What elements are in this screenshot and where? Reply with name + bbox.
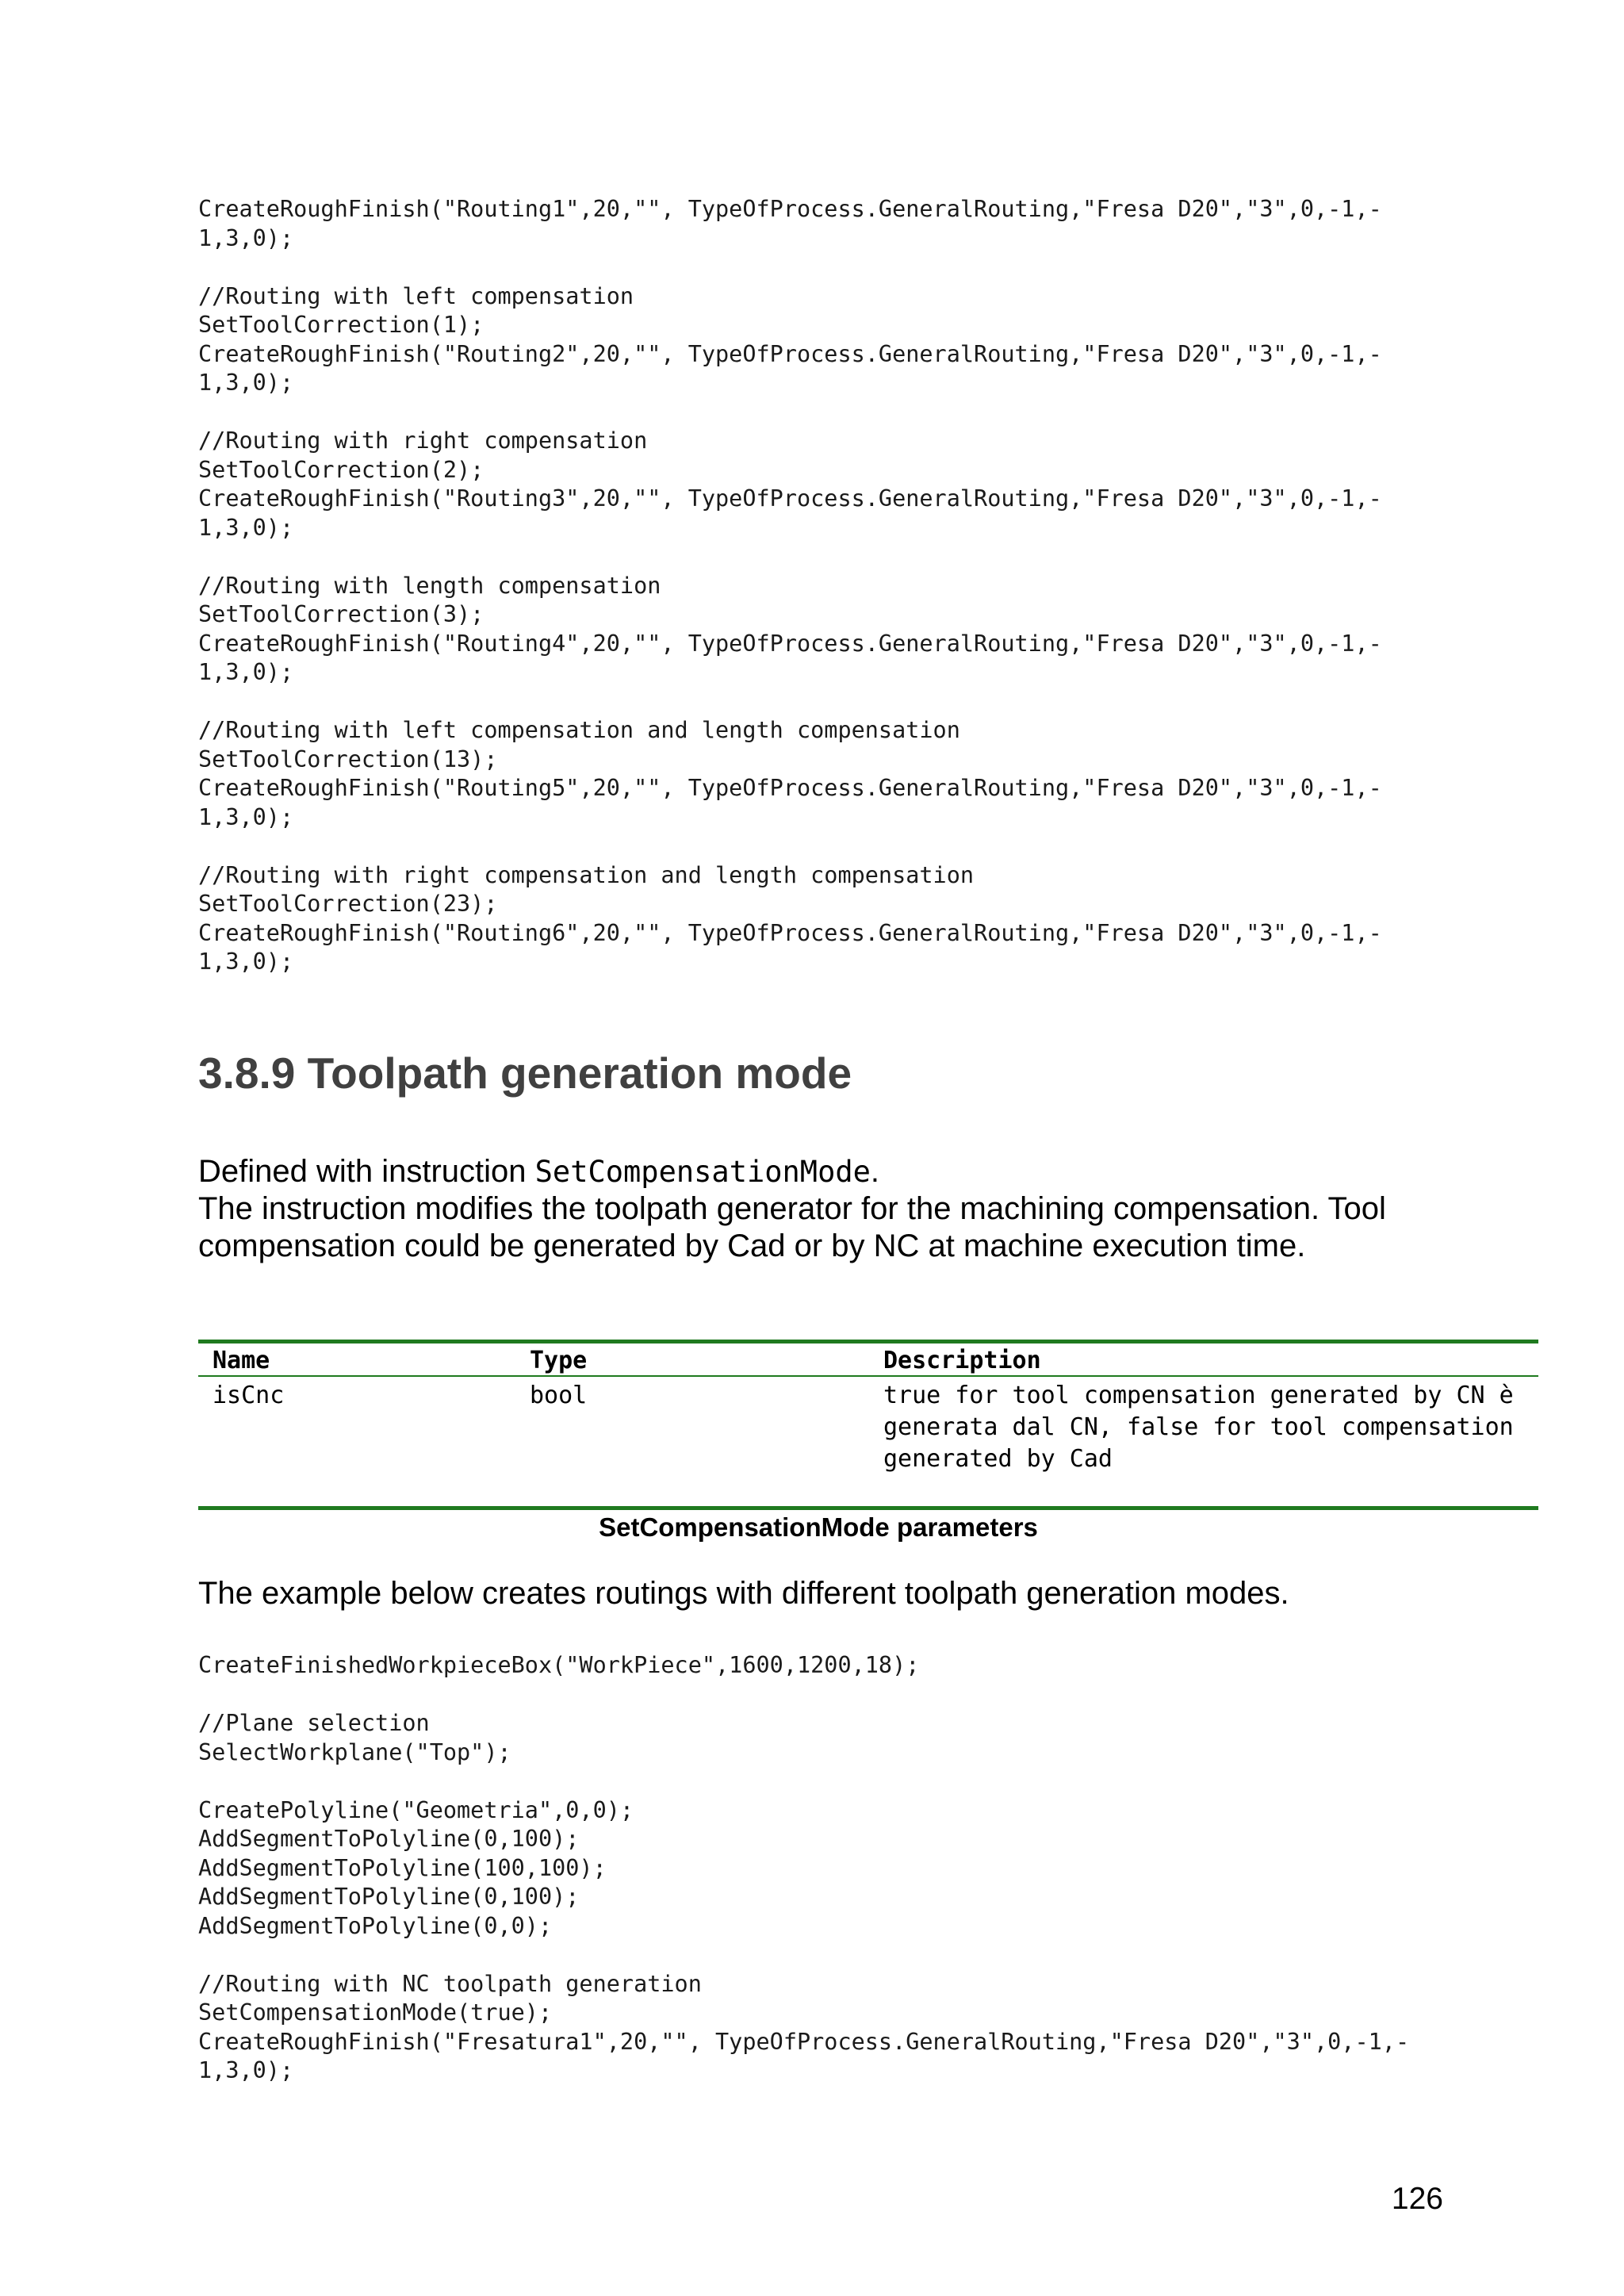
- intro-suffix: .: [870, 1154, 880, 1189]
- intro-body: The instruction modifies the toolpath generator for the machining compensation. Tool compensation could be generated by Cad or by NC at machine execution time.: [198, 1191, 1386, 1263]
- table-header-name: Name: [213, 1347, 270, 1374]
- section-intro: [198, 1153, 1546, 1265]
- table-cell-name: isCnc: [213, 1382, 285, 1409]
- code-block-compensation-mode-example: CreateFinishedWorkpieceBox("WorkPiece",1600,1200,18); //Plane selection SelectWorkplane("Top"); CreatePolyline("Geometria",0,0); AddSegmentToPolyline(0,100); AddSegmentToPolyline(100,100); AddSegmentToPolyline(0,100); AddSegmentToPolyline(0,0); //Routing with NC toolpath generation SetCompensationMode(true); CreateRoughFinish("Fresatura1",20,"", TypeOfProcess.GeneralRouting,"Fresa D20","3",0,-1,- 1,3,0);: [198, 1652, 1410, 2083]
- table-cell-description: true for tool compensation generated by CN è generata dal CN, false for tool compensation generated by Cad: [883, 1382, 1514, 1473]
- section-heading: 3.8.9 Toolpath generation mode: [198, 1048, 852, 1098]
- example-text: The example below creates routings with different toolpath generation modes.: [198, 1576, 1289, 1611]
- code-block-routing-compensation: CreateRoughFinish("Routing1",20,"", TypeOfProcess.GeneralRouting,"Fresa D20","3",0,-1,- 1,3,0); //Routing with left compensation SetToolCorrection(1); CreateRoughFinish("Routing2",20,"", TypeOfProcess.GeneralRouting,"Fresa D20","3",0,-1,- 1,3,0); //Routing with right compensation SetToolCorrection(2); CreateRoughFinish("Routing3",20,"", TypeOfProcess.GeneralRouting,"Fresa D20","3",0,-1,- 1,3,0); //Routing with length compensation SetToolCorrection(3); CreateRoughFinish("Routing4",20,"", TypeOfProcess.GeneralRouting,"Fresa D20","3",0,-1,- 1,3,0); //Routing with left compensation and length compensation SetToolCorrection(13); CreateRoughFinish("Routing5",20,"", TypeOfProcess.GeneralRouting,"Fresa D20","3",0,-1,- 1,3,0); //Routing with right compensation and length compensation SetToolCorrection(23); CreateRoughFinish("Routing6",20,"", TypeOfProcess.GeneralRouting,"Fresa D20","3",0,-1,- 1,3,0);: [198, 196, 1382, 975]
- table-header-rule: [198, 1375, 1538, 1377]
- table-bottom-rule: [198, 1506, 1538, 1510]
- intro-prefix: Defined with instruction: [198, 1154, 535, 1189]
- table-cell-type: bool: [530, 1382, 588, 1409]
- table-header-description: Description: [883, 1347, 1041, 1374]
- table-header-type: Type: [530, 1347, 588, 1374]
- table-caption: SetCompensationMode parameters: [599, 1512, 1038, 1542]
- intro-inline-code: SetCompensationMode: [534, 1155, 871, 1189]
- page-number: 126: [1391, 2182, 1443, 2216]
- table-top-rule: [198, 1340, 1538, 1343]
